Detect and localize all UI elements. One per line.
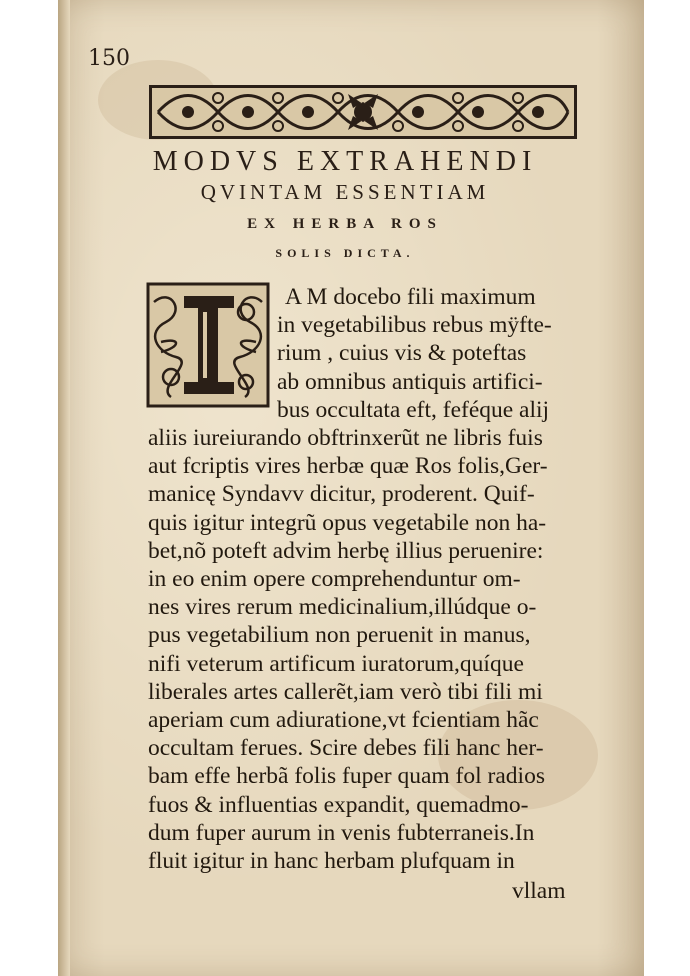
text-line: rium , cuius vis & poteftas <box>277 340 527 367</box>
text-line: fluit igitur in hanc herbam plufquam in <box>148 848 515 874</box>
text-line: A M docebo fili maximum <box>285 284 536 310</box>
page-number: 150 <box>88 46 130 71</box>
text-line: fuos & influentias expandit, quemadmo- <box>148 791 529 818</box>
text-line: liberales artes callerẽt,iam verò tibi fili mi <box>148 678 543 705</box>
text-line: occultam ferues. Scire debes fili hanc her- <box>148 735 544 762</box>
title-line-1: MODVS EXTRAHENDI <box>152 146 538 177</box>
title-line-3: EX HERBA ROS <box>247 216 443 232</box>
text-line: bus occultata eft, feféque alij <box>277 396 550 423</box>
text-line: bam effe herbã folis fuper quam fol radios <box>148 763 545 790</box>
text-line: aliis iureiurando obftrinxerũt ne libris fuis <box>148 425 543 451</box>
text-line: dum fuper aurum in venis fubterraneis.In <box>148 819 535 846</box>
text-line: in vegetabilibus rebus mÿfte- <box>277 312 552 339</box>
text-line: ab omnibus antiquis artifici- <box>277 368 543 395</box>
text-line: aperiam cum adiuratione,vt fcientiam hãc <box>148 707 539 733</box>
decorated-initial-letter <box>146 282 270 408</box>
text-line: nifi veterum artificum iuratorum,quíque <box>148 650 524 677</box>
text-line: in eo enim opere comprehenduntur om- <box>148 566 521 592</box>
title-line-2: QVINTAM ESSENTIAM <box>200 180 490 204</box>
text-line: quis igitur integrũ opus vegetabile non ha- <box>148 509 547 536</box>
text-line: pus vegetabilium non peruenit in manus, <box>148 622 531 649</box>
catchword: vllam <box>512 878 566 905</box>
text-line: manicę Syndavv dicitur, proderent. Quif- <box>148 481 535 508</box>
text-line: nes vires rerum medicinalium,illúdque o- <box>148 594 537 621</box>
text-line: aut fcriptis vires herbæ quæ Ros folis,Ger- <box>148 453 548 480</box>
ornamental-headpiece <box>148 84 578 140</box>
text-line: bet,nõ poteft advim herbę illius peruenire: <box>148 537 544 564</box>
title-line-4: SOLIS DICTA. <box>275 246 415 260</box>
